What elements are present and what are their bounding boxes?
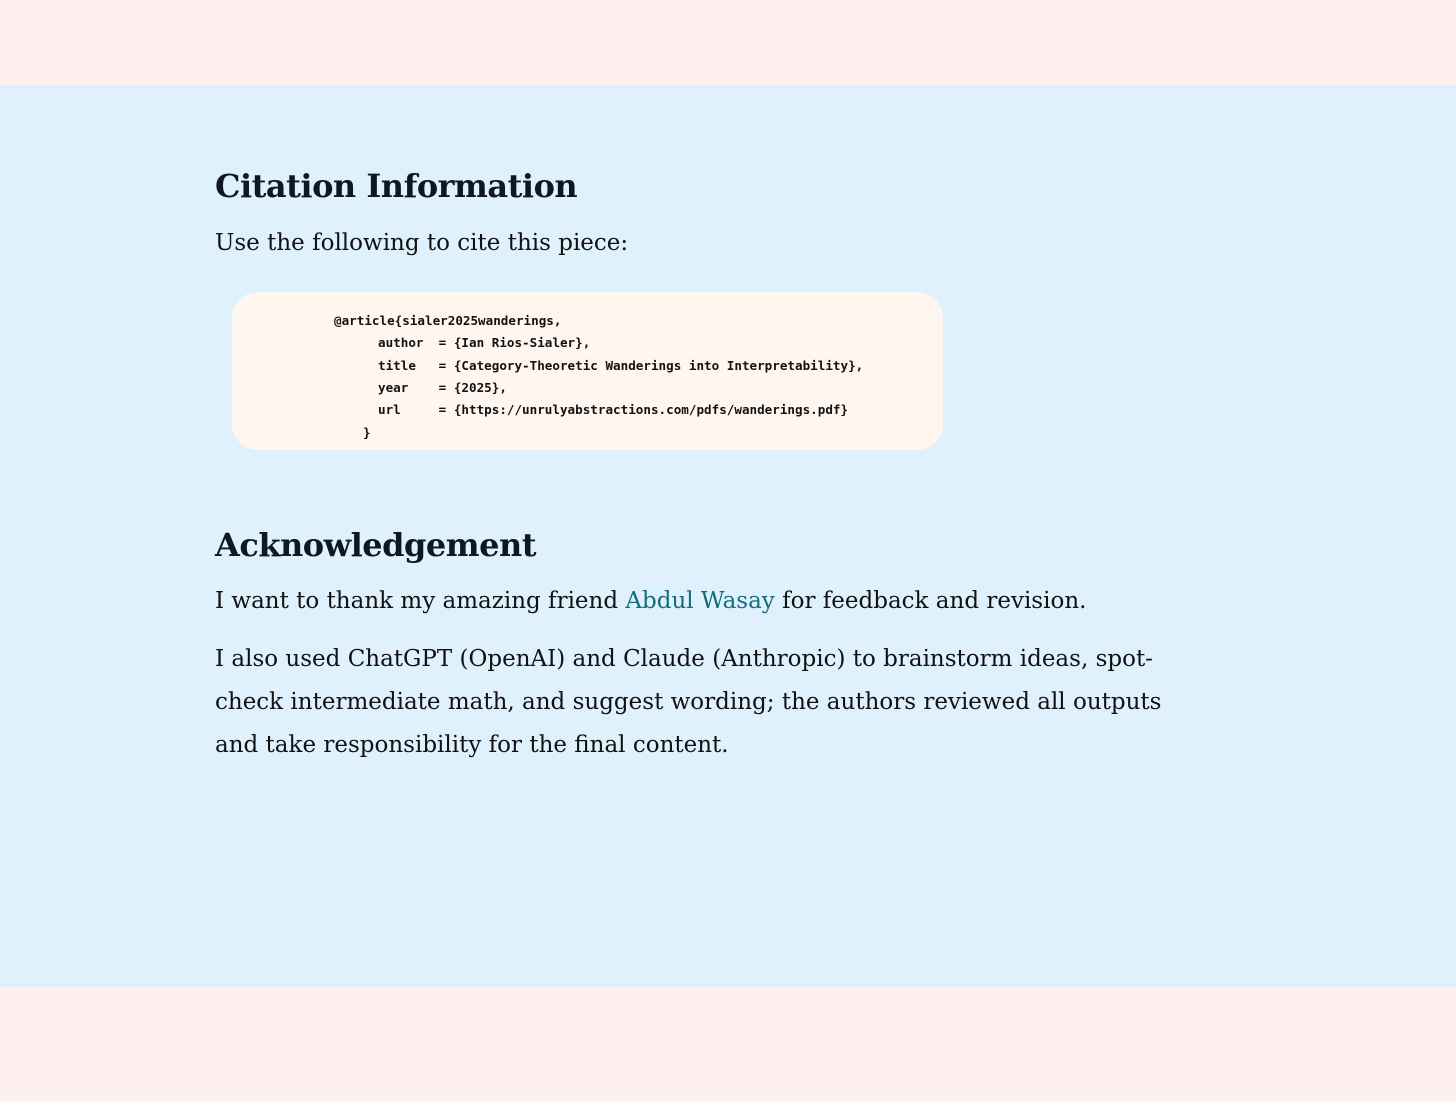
bibtex-line-title: title = {Category-Theoretic Wanderings into Interpretability},: [378, 358, 864, 373]
bibtex-code-block[interactable]: [232, 292, 943, 450]
citation-intro: Use the following to cite this piece:: [215, 230, 629, 256]
bibtex-line-close: }: [363, 425, 371, 440]
thanks-text-before: I want to thank my amazing friend: [215, 588, 626, 614]
bibtex-line-url: url = {https://unrulyabstractions.com/pdfs/wanderings.pdf}: [378, 402, 849, 417]
acknowledgement-heading: Acknowledgement: [215, 526, 537, 564]
bibtex-line-author: author = {Ian Rios-Sialer},: [378, 335, 591, 350]
ai-usage-paragraph: I also used ChatGPT (OpenAI) and Claude (Anthropic) to brainstorm ideas, spot-check intermediate math, and suggest wording; the authors reviewed all outputs and take responsibility for the final content.: [215, 646, 1162, 758]
thanks-text-after: for feedback and revision.: [774, 588, 1087, 614]
thanks-paragraph: [215, 588, 1086, 614]
friend-link[interactable]: Abdul Wasay: [625, 588, 775, 614]
main-panel: [0, 85, 1456, 987]
citation-heading: Citation Information: [215, 167, 578, 205]
bibtex-line-entry: @article{sialer2025wanderings,: [334, 313, 562, 328]
bibtex-line-year: year = {2025},: [378, 380, 507, 395]
